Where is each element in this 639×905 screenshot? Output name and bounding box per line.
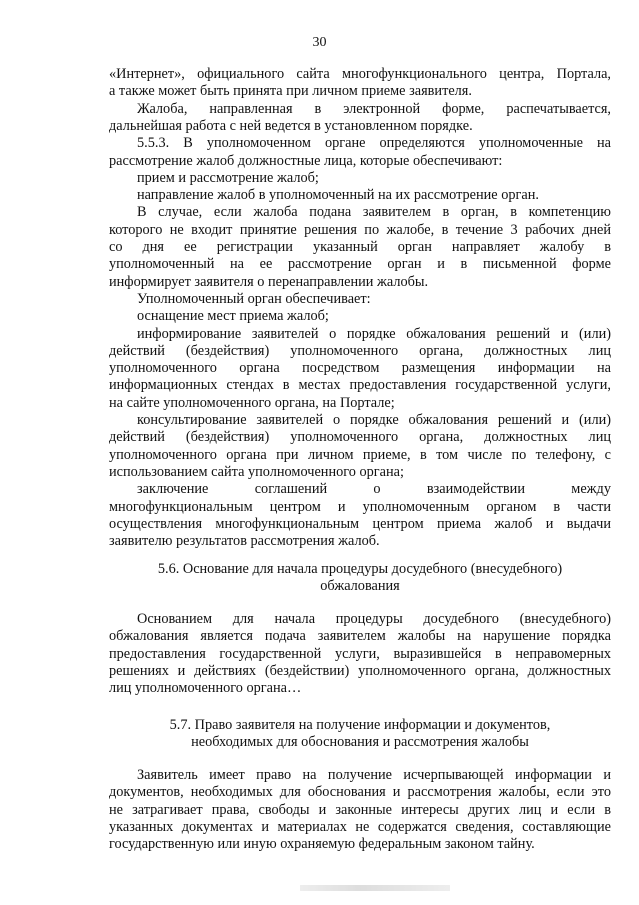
- body-text-line: на сайте уполномоченного органа, на Портале;: [109, 394, 395, 411]
- body-text-line: Уполномоченный орган обеспечивает:: [137, 290, 371, 307]
- section-5-6-text-line: Основанием для начала процедуры досудебного (внесудебного): [137, 611, 611, 627]
- body-text-line: со дня ее регистрации указанный орган направляет жалобу в: [109, 239, 611, 255]
- body-text-line: направление жалоб в уполномоченный на их рассмотрение орган.: [137, 187, 539, 204]
- body-text-line: консультирование заявителей о порядке обжалования решений и (или): [137, 412, 611, 428]
- section-5-6-text-line: лиц уполномоченного органа…: [109, 680, 302, 697]
- page-number: 30: [312, 35, 327, 50]
- body-text-line: использованием сайта уполномоченного органа;: [109, 463, 404, 480]
- body-text-line: многофункциональным центром и уполномоченным органом в части: [109, 498, 611, 515]
- section-5-6-text-line: обжалования является подача заявителем жалобы на нарушение порядка: [109, 628, 611, 645]
- body-text-line: дальнейшая работа с ней ведется в установленном порядке.: [109, 117, 473, 134]
- body-text-line: которого не входит принятие решения по жалобе, в течение 3 рабочих дней: [109, 221, 611, 238]
- body-text-line: информационных стендах в местах предоставления государственной услуги,: [109, 377, 611, 394]
- body-text-line: а также может быть принята при личном приеме заявителя.: [109, 83, 472, 100]
- body-text-line: заявителю результатов рассмотрения жалоб.: [109, 533, 380, 550]
- section-5-6-heading-line1: 5.6. Основание для начала процедуры досудебного (внесудебного): [157, 561, 563, 577]
- body-text-line: заключение соглашений о взаимодействии между: [137, 481, 611, 498]
- body-text-line: оснащение мест приема жалоб;: [137, 308, 329, 325]
- scan-artifact: [300, 885, 450, 891]
- body-text-line: действий (бездействия) уполномоченного органа, должностных лиц: [109, 342, 611, 359]
- body-text-line: В случае, если жалоба подана заявителем в орган, в компетенцию: [137, 204, 611, 221]
- body-text-line: прием и рассмотрение жалоб;: [137, 169, 319, 186]
- body-text-line: информирует заявителя о перенаправлении жалобы.: [109, 273, 429, 290]
- body-text-line: уполномоченный на ее рассмотрение орган и в письменной форме: [109, 256, 611, 273]
- section-5-6-text-line: решениях и действиях (бездействии) уполномоченного органа, должностных: [109, 662, 611, 679]
- body-text-line: «Интернет», официального сайта многофункционального центра, Портала,: [109, 66, 611, 82]
- body-text-line: 5.5.3. В уполномоченном органе определяются уполномоченные на: [137, 135, 611, 152]
- section-5-7-text-line: указанных документах и материалах не содержатся сведения, составляющие: [109, 818, 611, 835]
- body-text-line: информирование заявителей о порядке обжалования решений и (или): [137, 325, 611, 342]
- section-5-7-text-line: государственную или иную охраняемую федеральным законом тайну.: [109, 836, 535, 853]
- section-5-7-text-line: Заявитель имеет право на получение исчерпывающей информации и: [137, 767, 611, 783]
- body-text-line: осуществления многофункциональным центром приема жалоб и выдачи: [109, 515, 611, 532]
- body-text-line: уполномоченного органа при личном приеме, в том числе по телефону, с: [109, 446, 611, 463]
- body-text-line: рассмотрение жалоб должностные лица, которые обеспечивают:: [109, 152, 503, 169]
- body-text-line: действий (бездействия) уполномоченного органа, должностных лиц: [109, 429, 611, 446]
- section-5-7-heading-line1: 5.7. Право заявителя на получение информации и документов,: [169, 717, 551, 733]
- section-5-6-heading-line2: обжалования: [320, 578, 400, 594]
- body-text-line: уполномоченного органа посредством размещения информации на: [109, 360, 611, 377]
- body-text-line: Жалоба, направленная в электронной форме, распечатывается,: [137, 100, 611, 117]
- section-5-7-heading-line2: необходимых для обоснования и рассмотрения жалобы: [191, 734, 529, 750]
- section-5-6-text-line: предоставления государственной услуги, выразившейся в неправомерных: [109, 645, 611, 662]
- section-5-7-text-line: не затрагивает права, свободы и законные интересы других лиц и если в: [109, 801, 611, 818]
- section-5-7-text-line: документов, необходимых для обоснования и рассмотрения жалобы, если это: [109, 784, 611, 801]
